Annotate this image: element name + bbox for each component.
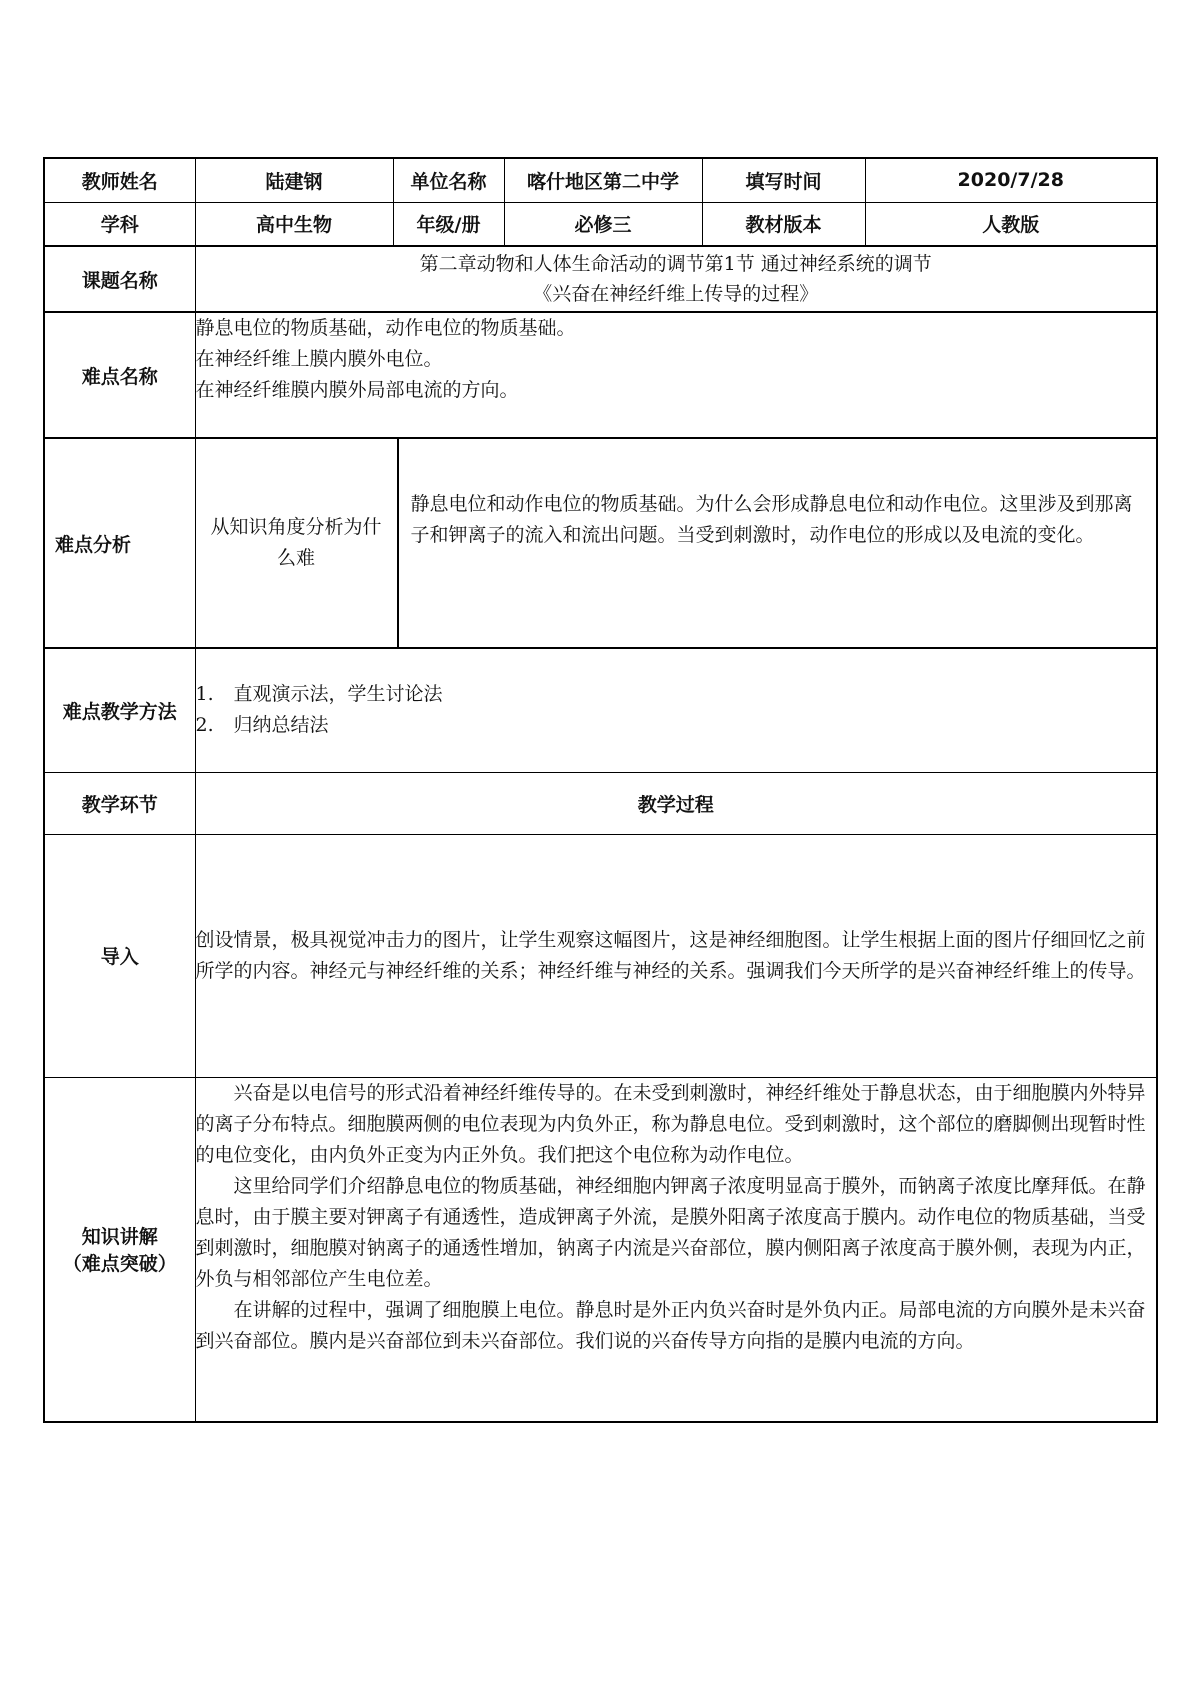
edition-value: 人教版 <box>865 202 1157 246</box>
edition-label: 教材版本 <box>702 202 865 246</box>
difficulty-label: 难点名称 <box>44 312 195 438</box>
grade-label: 年级/册 <box>393 202 504 246</box>
subject-label: 学科 <box>44 202 195 246</box>
method-item-2-text: 归纳总结法 <box>233 714 329 737</box>
date-label: 填写时间 <box>702 158 865 202</box>
method-item-1-num: 1. <box>195 683 214 706</box>
header-row-1 <box>44 158 1157 202</box>
subject-value: 高中生物 <box>195 202 393 246</box>
unit-value: 喀什地区第二中学 <box>504 158 702 202</box>
process-header-row <box>44 772 1157 834</box>
header-row-2 <box>44 202 1157 246</box>
topic-line-1: 第二章动物和人体生命活动的调节第1节 通过神经系统的调节 <box>419 253 932 275</box>
intro-text: 创设情景，极具视觉冲击力的图片，让学生观察这幅图片，这是神经细胞图。让学生根据上面的图片仔细回忆之前所学的内容。神经元与神经纤维的关系；神经纤维与神经的关系。强调我们今天所学的是兴奋神经纤维上的传导。 <box>195 834 1157 1077</box>
knowledge-label <box>44 1077 195 1422</box>
analysis-sub-label: 从知识角度分析为什么难 <box>196 439 399 647</box>
knowledge-paragraph-2: 这里给同学们介绍静息电位的物质基础，神经细胞内钾离子浓度明显高于膜外，而钠离子浓度比摩拜低。在静息时，由于膜主要对钾离子有通透性，造成钾离子外流，是膜外阳离子浓度高于膜内。动作电位的物质基础，当受到刺激时，细胞膜对钠离子的通透性增加，钠离子内流是兴奋部位，膜内侧阳离子浓度高于膜外侧，表现为内正，外负与相邻部位产生电位差。 <box>195 1174 1146 1290</box>
lesson-plan-table <box>43 157 1158 1423</box>
difficulty-line-2: 在神经纤维上膜内膜外电位。 <box>195 348 443 370</box>
topic-line-2: 《兴奋在神经纤维上传导的过程》 <box>533 283 819 305</box>
intro-row <box>44 834 1157 1077</box>
topic-label: 课题名称 <box>44 246 195 312</box>
method-item-2-num: 2. <box>195 714 214 737</box>
knowledge-text <box>195 1077 1157 1422</box>
knowledge-label-line-1: 知识讲解 <box>81 1226 158 1249</box>
topic-value <box>195 246 1157 312</box>
knowledge-label-line-2: （难点突破） <box>62 1253 177 1276</box>
analysis-text: 静息电位和动作电位的物质基础。为什么会形成静息电位和动作电位。这里涉及到那离子和钾离子的流入和流出问题。当受到刺激时，动作电位的形成以及电流的变化。 <box>410 493 1133 546</box>
unit-label: 单位名称 <box>393 158 504 202</box>
process-label: 教学环节 <box>44 772 195 834</box>
method-item-2 <box>196 710 1157 741</box>
grade-value: 必修三 <box>504 202 702 246</box>
method-label: 难点教学方法 <box>44 648 195 772</box>
method-item-1 <box>196 679 1157 710</box>
knowledge-paragraph-1: 兴奋是以电信号的形式沿着神经纤维传导的。在未受到刺激时，神经纤维处于静息状态，由于细胞膜内外特异的离子分布特点。细胞膜两侧的电位表现为内负外正，称为静息电位。受到刺激时，这个部位的磨脚侧出现暂时性的电位变化，由内负外正变为内正外负。我们把这个电位称为动作电位。 <box>195 1081 1146 1166</box>
teacher-label: 教师姓名 <box>44 158 195 202</box>
knowledge-row <box>44 1077 1157 1422</box>
analysis-label: 难点分析 <box>44 438 195 648</box>
difficulty-value <box>195 312 1157 438</box>
topic-row <box>44 246 1157 312</box>
analysis-value <box>195 438 1157 648</box>
process-value: 教学过程 <box>195 772 1157 834</box>
method-row <box>44 648 1157 772</box>
knowledge-paragraph-3: 在讲解的过程中，强调了细胞膜上电位。静息时是外正内负兴奋时是外负内正。局部电流的方向膜外是未兴奋到兴奋部位。膜内是兴奋部位到未兴奋部位。我们说的兴奋传导方向指的是膜内电流的方向。 <box>195 1298 1146 1352</box>
intro-label: 导入 <box>44 834 195 1077</box>
difficulty-line-1: 静息电位的物质基础，动作电位的物质基础。 <box>195 317 576 339</box>
difficulty-line-3: 在神经纤维膜内膜外局部电流的方向。 <box>195 379 519 401</box>
method-value <box>195 648 1157 772</box>
teacher-value: 陆建钢 <box>195 158 393 202</box>
analysis-row <box>44 438 1157 648</box>
method-item-1-text: 直观演示法，学生讨论法 <box>233 683 443 706</box>
difficulty-row <box>44 312 1157 438</box>
date-value: 2020/7/28 <box>865 158 1157 202</box>
